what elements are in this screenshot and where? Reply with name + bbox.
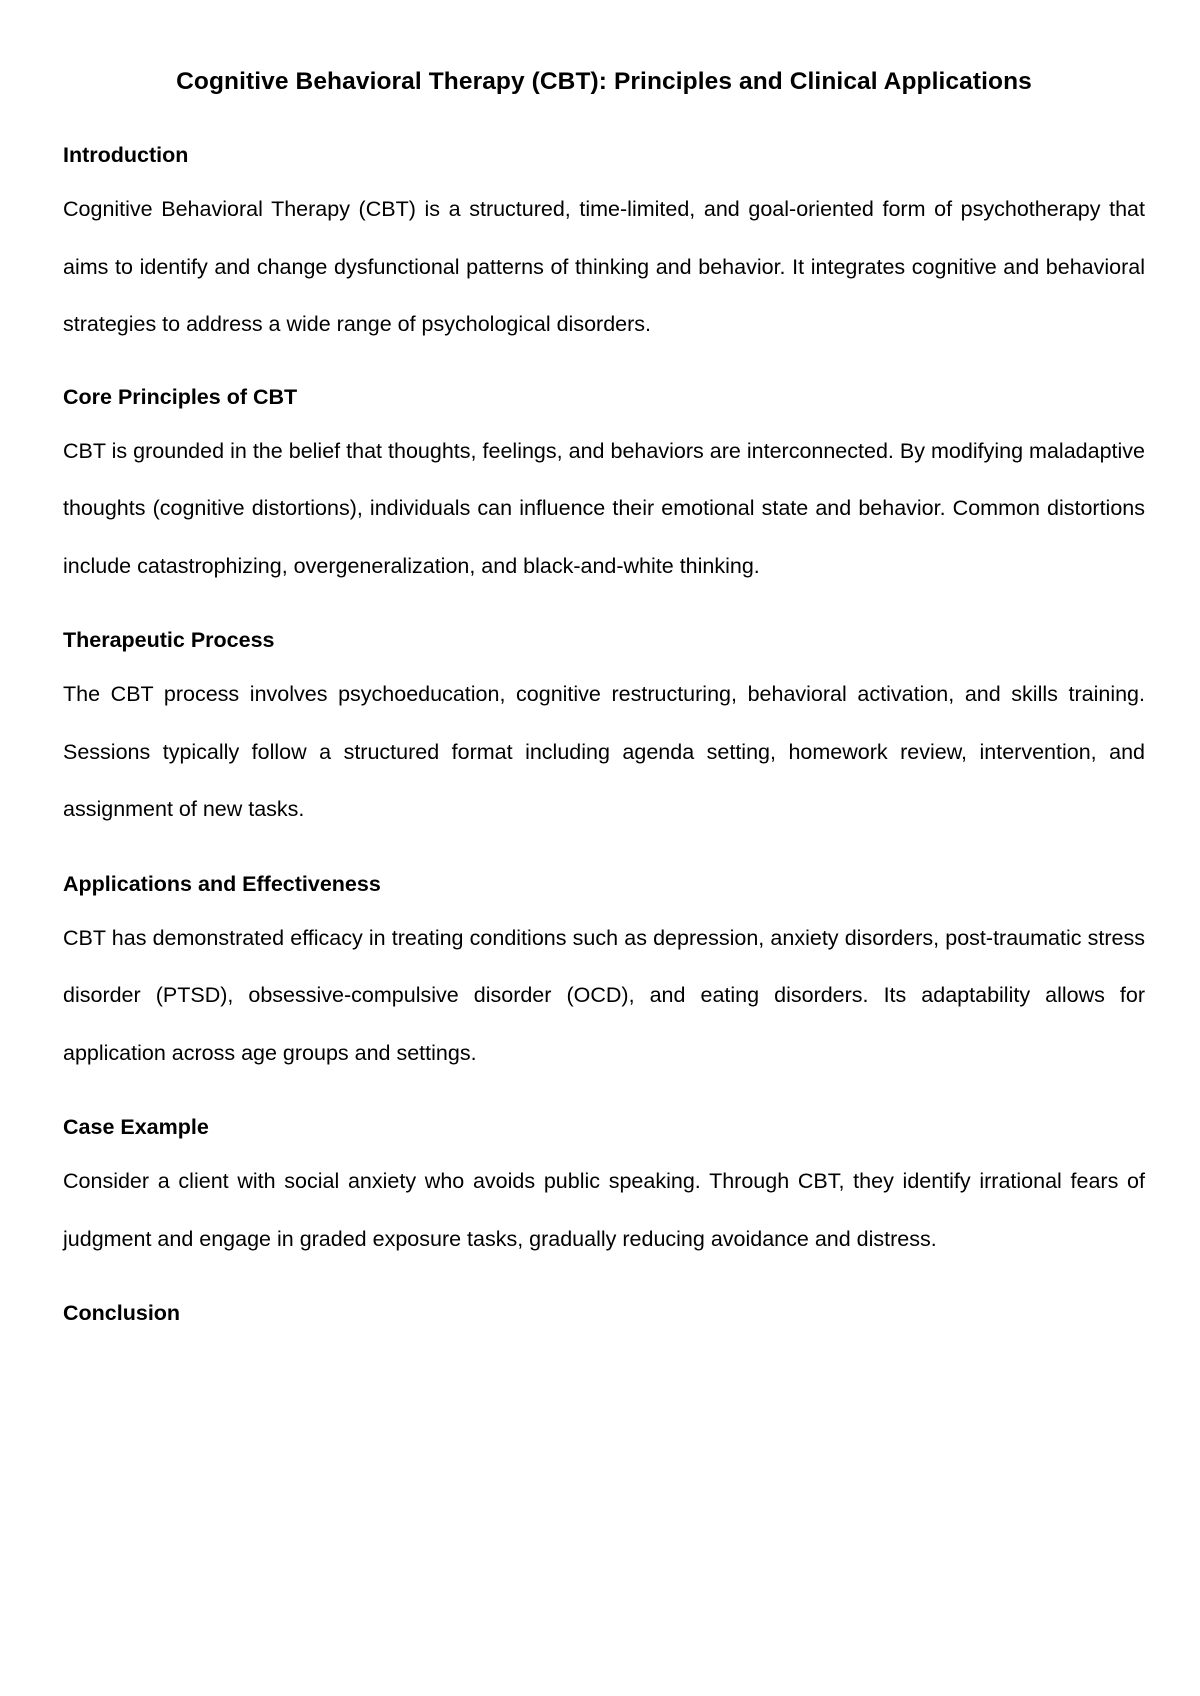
- section-paragraph: CBT is grounded in the belief that thoughts, feelings, and behaviors are interconnected. By modifying maladaptive thoughts (cognitive distortions), individuals can influence their emotional state and behavior. Common distortions include catastrophizing, overgeneralization, and black-and-white thinking.: [63, 438, 1145, 578]
- section-therapeutic-process: [63, 626, 1145, 839]
- section-case-example: [63, 1113, 1145, 1268]
- section-introduction: [63, 141, 1145, 354]
- section-heading: Case Example: [63, 1115, 209, 1139]
- document-title: Cognitive Behavioral Therapy (CBT): Principles and Clinical Applications: [176, 68, 1032, 95]
- section-heading: Therapeutic Process: [63, 628, 275, 652]
- section-heading: Applications and Effectiveness: [63, 871, 381, 896]
- section-heading: Core Principles of CBT: [63, 384, 298, 409]
- section-paragraph: The CBT process involves psychoeducation, cognitive restructuring, behavioral activation, and skills training. Sessions typically follow a structured format including agenda setting, homework review, intervention, and assignment of new tasks.: [63, 682, 1145, 821]
- section-paragraph: Cognitive Behavioral Therapy (CBT) is a structured, time-limited, and goal-oriented form of psychotherapy that aims to identify and change dysfunctional patterns of thinking and behavior. It integrates cognitive and behavioral strategies to address a wide range of psychological disorders.: [63, 197, 1145, 336]
- section-heading: Conclusion: [63, 1301, 181, 1325]
- section-heading: Introduction: [63, 143, 189, 167]
- section-conclusion: [63, 1299, 1145, 1327]
- document-page: [63, 0, 1145, 1327]
- section-applications: [63, 870, 1145, 1083]
- section-core-principles: [63, 383, 1145, 596]
- section-paragraph: Consider a client with social anxiety who avoids public speaking. Through CBT, they identify irrational fears of judgment and engage in graded exposure tasks, gradually reducing avoidance and distress.: [63, 1169, 1145, 1251]
- section-paragraph: CBT has demonstrated efficacy in treating conditions such as depression, anxiety disorders, post-traumatic stress disorder (PTSD), obsessive-compulsive disorder (OCD), and eating disorders. Its adaptability allows for application across age groups and settings.: [63, 925, 1145, 1065]
